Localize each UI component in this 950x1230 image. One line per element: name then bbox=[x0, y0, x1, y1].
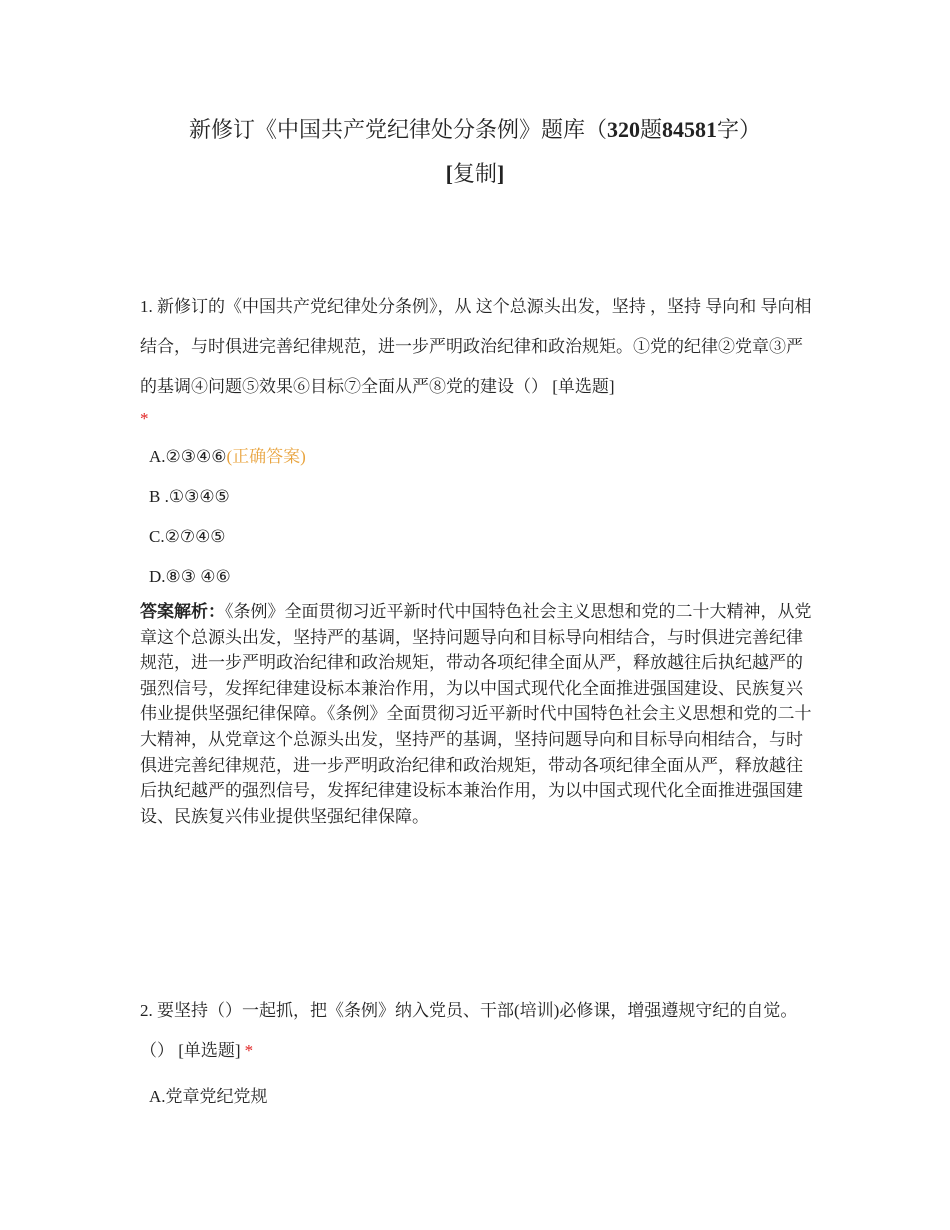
question-stem-text: 1. 新修订的《中国共产党纪律处分条例》，从 这个总源头出发，坚持 ，坚持 导向和 导向相结合，与时俱进完善纪律规范，进一步严明政治纪律和政治规矩。①党的纪律②党章③严的基调④问题⑤效果⑥目标⑦全面从严⑧党的建设（） [单选题] bbox=[140, 297, 812, 396]
option-list bbox=[140, 437, 812, 597]
option-b[interactable] bbox=[140, 477, 812, 517]
title-text-2: 题 bbox=[639, 117, 662, 142]
title-question-count: 320 bbox=[606, 117, 640, 142]
copy-bracket-open: [ bbox=[445, 161, 453, 186]
copy-bracket-close: ] bbox=[497, 161, 505, 186]
option-label: C.②⑦④⑤ bbox=[149, 527, 226, 546]
answer-analysis bbox=[140, 599, 812, 829]
title-line-1 bbox=[100, 108, 850, 152]
analysis-label: 答案解析： bbox=[140, 602, 225, 621]
option-label: A.②③④⑥ bbox=[149, 447, 227, 466]
title-text-3: 字） bbox=[717, 117, 762, 142]
option-c[interactable] bbox=[140, 517, 812, 557]
title-char-count: 84581 bbox=[662, 117, 717, 142]
analysis-text: 《条例》全面贯彻习近平新时代中国特色社会主义思想和党的二十大精神，从党章这个总源头出发，坚持严的基调，坚持问题导向和目标导向相结合，与时俱进完善纪律规范，进一步严明政治纪律和政治规矩，带动各项纪律全面从严，释放越往后执纪越严的强烈信号，发挥纪律建设标本兼治作用，为以中国式现代化全面推进强国建设、民族复兴伟业提供坚强纪律保障。《条例》全面贯彻习近平新时代中国特色社会主义思想和党的二十大精神，从党章这个总源头出发，坚持严的基调，坚持问题导向和目标导向相结合，与时俱进完善纪律规范，进一步严明政治纪律和政治规矩，带动各项纪律全面从严，释放越往后执纪越严的强烈信号，发挥纪律建设标本兼治作用，为以中国式现代化全面推进强国建设、民族复兴伟业提供坚强纪律保障。 bbox=[140, 602, 812, 826]
option-label: D.⑧③ ④⑥ bbox=[149, 567, 231, 586]
option-d[interactable] bbox=[140, 557, 812, 597]
option-a[interactable] bbox=[140, 1077, 812, 1117]
question-1 bbox=[140, 287, 812, 829]
question-stem bbox=[140, 287, 812, 407]
question-2 bbox=[140, 991, 812, 1117]
option-label: B .①③④⑤ bbox=[149, 487, 230, 506]
correct-answer-tag: (正确答案) bbox=[226, 447, 306, 466]
question-stem-text: 2. 要坚持（）一起抓，把《条例》纳入党员、干部(培训)必修课，增强遵规守纪的自觉。（） [单选题] bbox=[140, 1001, 798, 1060]
required-mark: * bbox=[244, 1041, 254, 1060]
option-a[interactable] bbox=[140, 437, 812, 477]
required-mark: * bbox=[140, 409, 149, 428]
question-stem bbox=[140, 991, 812, 1071]
document-title bbox=[100, 108, 850, 196]
title-text-1: 新修订《中国共产党纪律处分条例》题库（ bbox=[188, 117, 607, 142]
option-list bbox=[140, 1077, 812, 1117]
copy-link[interactable]: 复制 bbox=[452, 161, 497, 186]
title-line-2 bbox=[100, 152, 850, 196]
option-label: A.党章党纪党规 bbox=[149, 1087, 268, 1106]
